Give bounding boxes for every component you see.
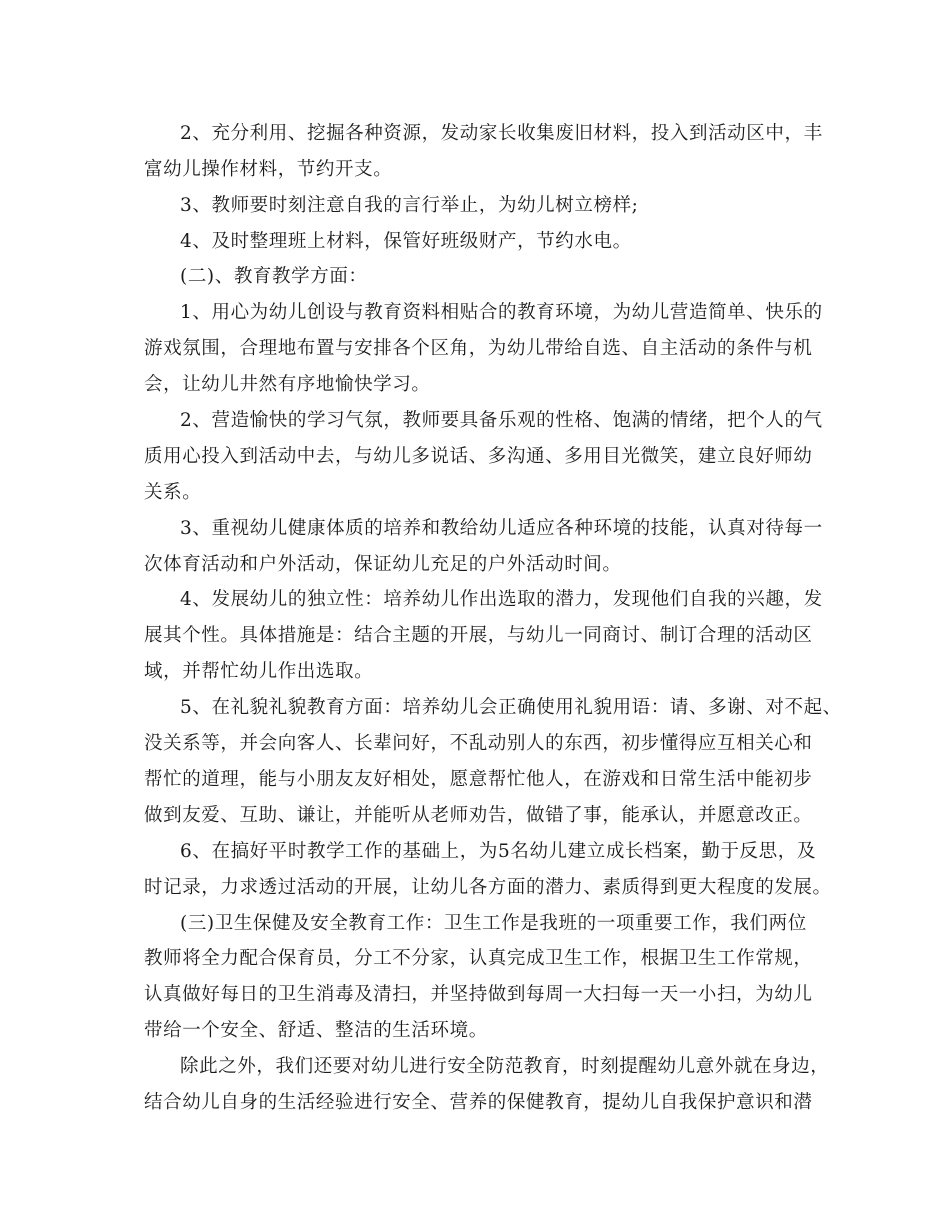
- text-line: 带给一个安全、舒适、整洁的生活环境。: [144, 1020, 488, 1041]
- text-line: 时记录，力求透过活动的开展，让幼儿各方面的潜力、素质得到更大程度的发展。: [144, 877, 832, 898]
- text-line: 3、教师要时刻注意自我的言行举止，为幼儿树立榜样;: [180, 195, 639, 216]
- text-line: 展其个性。具体措施是：结合主题的开展，与幼儿一同商讨、制订合理的活动区: [144, 625, 813, 646]
- text-line: 游戏氛围，合理地布置与安排各个区角，为幼儿带给自选、自主活动的条件与机: [144, 338, 813, 359]
- text-line: 2、充分利用、挖掘各种资源，发动家长收集废旧材料，投入到活动区中，丰: [180, 123, 823, 144]
- section-heading: (三)卫生保健及安全教育工作：卫生工作是我班的一项重要工作，我们两位: [180, 913, 807, 934]
- text-line: 除此之外，我们还要对幼儿进行安全防范教育，时刻提醒幼儿意外就在身边，: [180, 1056, 830, 1077]
- text-line: 3、重视幼儿健康体质的培养和教给幼儿适应各种环境的技能，认真对待每一: [180, 518, 823, 539]
- text-line: 做到友爱、互助、谦让，并能听从老师劝告，做错了事，能承认，并愿意改正。: [144, 805, 813, 826]
- text-line: 2、营造愉快的学习气氛，教师要具备乐观的性格、饱满的情绪，把个人的气: [180, 410, 823, 431]
- text-line: 教师将全力配合保育员，分工不分家，认真完成卫生工作，根据卫生工作常规，: [144, 948, 813, 969]
- text-line: 帮忙的道理，能与小朋友友好相处，愿意帮忙他人，在游戏和日常生活中能初步: [144, 769, 813, 790]
- text-line: 关系。: [144, 482, 202, 503]
- text-line: 域，并帮忙幼儿作出选取。: [144, 661, 374, 682]
- text-line: 4、发展幼儿的独立性：培养幼儿作出选取的潜力，发现他们自我的兴趣，发: [180, 589, 823, 610]
- text-line: 没关系等，并会向客人、长辈问好，不乱动别人的东西，初步懂得应互相关心和: [144, 733, 813, 754]
- text-line: 4、及时整理班上材料，保管好班级财产，节约水电。: [180, 231, 632, 252]
- text-line: 5、在礼貌礼貌教育方面：培养幼儿会正确使用礼貌用语：请、多谢、对不起、: [180, 697, 842, 718]
- text-line: 质用心投入到活动中去，与幼儿多说话、多沟通、多用目光微笑，建立良好师幼: [144, 446, 813, 467]
- text-line: 结合幼儿自身的生活经验进行安全、营养的保健教育，提幼儿自我保护意识和潜: [144, 1092, 813, 1113]
- text-line: 1、用心为幼儿创设与教育资料相贴合的教育环境，为幼儿营造简单、快乐的: [180, 302, 823, 323]
- text-line: 认真做好每日的卫生消毒及清扫，并坚持做到每周一大扫每一天一小扫，为幼儿: [144, 984, 813, 1005]
- text-line: 会，让幼儿井然有序地愉快学习。: [144, 374, 431, 395]
- text-line: 富幼儿操作材料，节约开支。: [144, 159, 393, 180]
- section-heading: (二)、教育教学方面：: [180, 266, 368, 287]
- text-line: 6、在搞好平时教学工作的基础上，为5名幼儿建立成长档案，勤于反思，及: [180, 841, 816, 862]
- text-line: 次体育活动和户外活动，保证幼儿充足的户外活动时间。: [144, 554, 622, 575]
